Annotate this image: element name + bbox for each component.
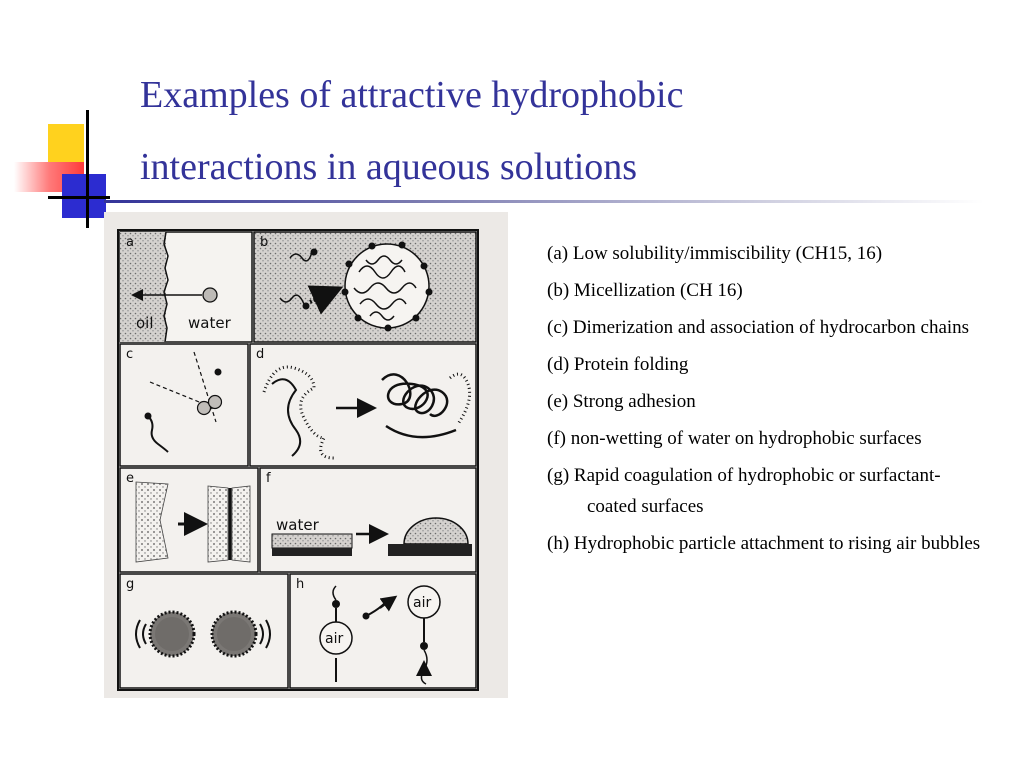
slide-title-line-2: interactions in aqueous solutions [140, 146, 638, 188]
panel-h-letter: h [296, 577, 305, 592]
panel-c [120, 344, 248, 466]
panel-f [260, 468, 476, 572]
slide-title-line-1: Examples of attractive hydrophobic [140, 74, 684, 116]
caption-item: (e) Strong adhesion [547, 391, 696, 412]
panel-a-oil-label: oil [136, 314, 154, 332]
panel-g [120, 574, 288, 688]
panel-d-letter: d [256, 347, 265, 362]
panel-f-letter: f [266, 471, 271, 486]
caption-item: (a) Low solubility/immiscibility (CH15, 16) [547, 243, 883, 264]
panel-g-letter: g [126, 577, 135, 592]
panel-h-air-bottom-label: air [325, 631, 344, 647]
panel-a-water-label: water [188, 314, 231, 332]
panel-h-air-top-label: air [413, 595, 432, 611]
panel-b-letter: b [260, 235, 269, 250]
caption-item: (f) non-wetting of water on hydrophobic surfaces [547, 428, 922, 449]
caption-item: (d) Protein folding [547, 354, 689, 375]
caption-list [547, 238, 987, 565]
panel-d [250, 344, 476, 466]
caption-item: (h) Hydrophobic particle attachment to rising air bubbles [547, 533, 981, 554]
panel-e-letter: e [126, 471, 134, 486]
panel-c-letter: c [126, 347, 134, 362]
hydrophobic-figure [104, 212, 508, 698]
panel-e [120, 468, 258, 572]
title-underline-rule [104, 200, 984, 203]
panel-a [120, 232, 252, 342]
panel-b [254, 232, 476, 342]
decor-vertical-line [86, 110, 89, 228]
panel-h [290, 574, 476, 688]
caption-item: (b) Micellization (CH 16) [547, 280, 743, 301]
caption-item: (c) Dimerization and association of hydrocarbon chains [547, 317, 970, 338]
decor-horizontal-line [48, 196, 110, 199]
caption-item: (g) Rapid coagulation of hydrophobic or surfactant-coated surfaces [547, 465, 941, 517]
panel-f-water-label: water [276, 516, 319, 534]
decor-yellow-square [48, 124, 84, 164]
figure-drawing [104, 212, 508, 698]
panel-a-letter: a [126, 235, 134, 250]
